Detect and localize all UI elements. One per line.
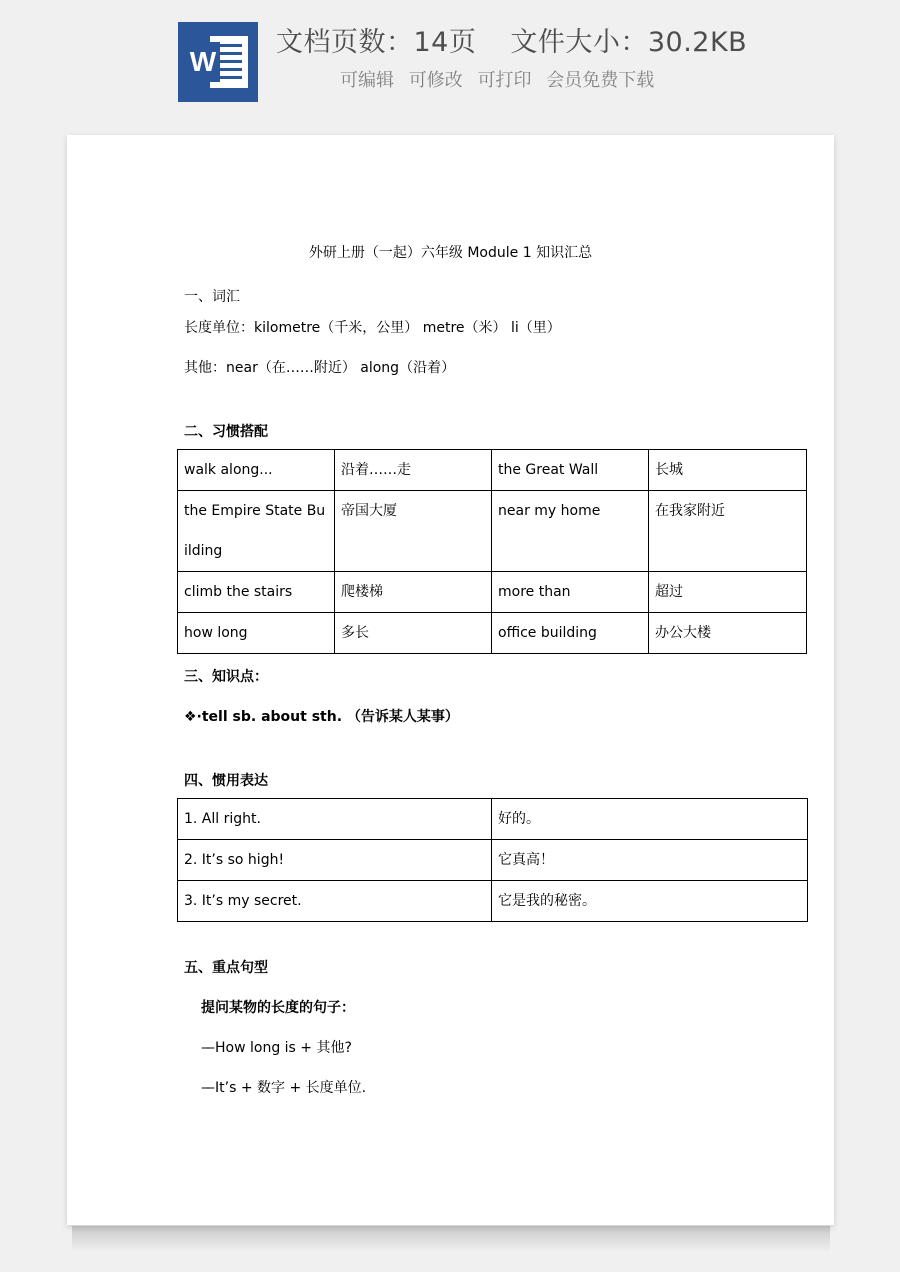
table-cell: 2. It’s so high!: [184, 852, 285, 868]
section-vocabulary-heading: 一、词汇: [184, 289, 240, 305]
table-cell: 在我家附近: [655, 503, 725, 519]
table-row: [178, 840, 808, 881]
table-cell: 它真高！: [498, 852, 554, 868]
page-count: 文档页数：14页: [276, 27, 477, 58]
table-cell: near my home: [498, 503, 601, 519]
table-cell: 办公大楼: [655, 625, 711, 641]
table-cell: how long: [184, 625, 248, 641]
collocations-table: [177, 449, 807, 654]
table-row: [178, 881, 808, 922]
page-shadow: [72, 1226, 830, 1252]
table-row: [178, 799, 808, 840]
feature-member-download: 会员免费下载: [546, 70, 655, 91]
section-expressions-heading: 四、惯用表达: [184, 773, 268, 789]
table-cell: 好的。: [498, 811, 540, 827]
table-cell: climb the stairs: [184, 584, 293, 600]
table-cell: 1. All right.: [184, 811, 261, 827]
section-collocations-heading: 二、习惯搭配: [184, 424, 268, 440]
download-header: [0, 0, 900, 130]
table-cell: more than: [498, 584, 571, 600]
table-row: [178, 613, 807, 654]
table-cell: 超过: [655, 584, 683, 600]
file-size: 文件大小：30.2KB: [510, 27, 748, 58]
table-cell: 帝国大厦: [341, 503, 397, 519]
feature-modifiable: 可修改: [408, 70, 463, 91]
knowledge-point: ❖·tell sb. about sth. （告诉某人某事）: [184, 709, 459, 725]
table-row: [178, 450, 807, 491]
table-cell: 多长: [341, 625, 369, 641]
table-cell: the Great Wall: [498, 462, 599, 478]
vocabulary-length-units: 长度单位：kilometre（千米，公里） metre（米） li（里）: [184, 320, 561, 336]
table-cell: walk along...: [184, 462, 273, 478]
feature-list: [340, 66, 663, 92]
section-knowledge-heading: 三、知识点：: [184, 669, 268, 685]
table-row: [178, 491, 807, 572]
document-title: 外研上册（一起）六年级 Module 1 知识汇总: [308, 245, 593, 261]
table-cell: 沿着……走: [341, 462, 411, 478]
word-icon: [178, 22, 258, 102]
feature-editable: 可编辑: [340, 70, 394, 91]
table-cell: 爬楼梯: [341, 584, 383, 600]
section-sentence-patterns-heading: 五、重点句型: [184, 960, 268, 976]
table-cell: the Empire State Building: [184, 503, 326, 559]
word-logo-letter: W: [186, 42, 220, 82]
table-row: [178, 572, 807, 613]
table-cell: 它是我的秘密。: [498, 893, 596, 909]
file-info: [276, 20, 747, 59]
table-cell: 长城: [655, 462, 683, 478]
sentence-pattern-question: —How long is + 其他?: [201, 1040, 352, 1056]
table-cell: 3. It’s my secret.: [184, 893, 302, 909]
feature-printable: 可打印: [477, 70, 532, 91]
sentence-pattern-subheading: 提问某物的长度的句子：: [201, 1000, 355, 1016]
document-page: [67, 135, 834, 1225]
vocabulary-other: 其他：near（在……附近） along（沿着）: [184, 360, 456, 376]
table-cell: office building: [498, 625, 597, 641]
sentence-pattern-answer: —It’s + 数字 + 长度单位.: [201, 1080, 367, 1096]
expressions-table: [177, 798, 808, 922]
